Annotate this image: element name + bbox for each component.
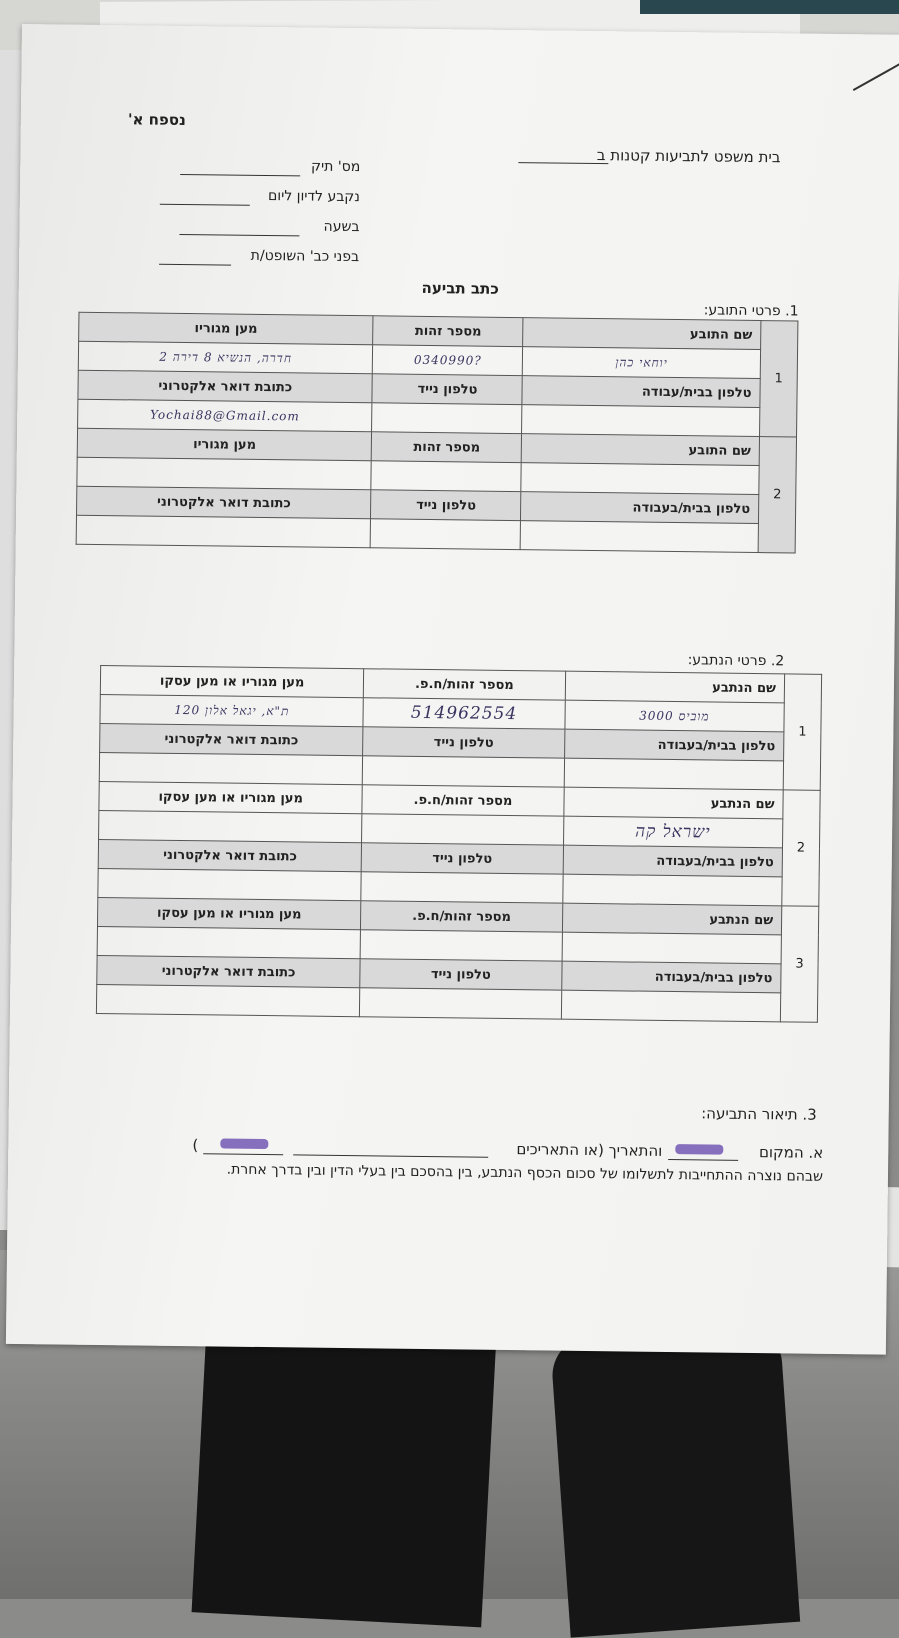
file-no-label: מס' תיק	[311, 158, 361, 176]
plaintiff2-mobile-value	[371, 519, 521, 550]
date-blank-2	[203, 1153, 283, 1155]
plaintiff-email-value: Yochai88@Gmail.com	[150, 407, 300, 423]
defendant1-id-value: 514962554	[410, 702, 518, 725]
background-blue-object	[640, 0, 899, 14]
header-defendant-id: מספר זהות/ח.פ.	[362, 785, 564, 816]
header-plaintiff-mobile: טלפון נייד	[371, 490, 521, 521]
defendant3-id-value	[360, 930, 562, 961]
defendant3-name-value	[562, 932, 782, 964]
place-label: א. המקום	[758, 1143, 824, 1162]
header-defendant-id: מספר זהות/ח.פ.	[364, 669, 566, 700]
header-defendant-mobile: טלפון נייד	[360, 959, 562, 990]
header-defendant-home-phone: טלפון בבית/בעבודה	[564, 729, 784, 761]
court-line-label: בית משפט לתביעות קטנות ב	[596, 146, 781, 167]
section3-heading: 3. תיאור התביעה:	[701, 1104, 817, 1124]
plaintiff-row-number: 2	[758, 437, 796, 553]
hearing-day-label: נקבע לדיון ליום	[267, 188, 361, 206]
form-page	[6, 24, 899, 1355]
appendix-label: נספח א'	[127, 110, 186, 130]
close-paren: )	[192, 1136, 199, 1155]
header-defendant-home-phone: טלפון בבית/בעבודה	[561, 961, 781, 993]
file-no-blank	[180, 174, 300, 176]
plaintiff-home-phone-value	[522, 405, 760, 437]
header-defendant-mobile: טלפון נייד	[363, 727, 565, 758]
header-defendant-name: שם הנתבע	[563, 787, 783, 819]
defendant-table	[96, 665, 822, 1023]
header-defendant-address: מען מגוריו או מען עסקו	[97, 897, 361, 929]
date-label: והתאריך (או התאריכים	[516, 1140, 663, 1160]
header-plaintiff-name: שם התובע	[522, 434, 760, 466]
header-defendant-address: מען מגוריו או מען עסקו	[100, 666, 364, 698]
plaintiff-row-number: 1	[760, 321, 798, 437]
header-defendant-name: שם הנתבע	[562, 903, 782, 935]
hearing-day-blank	[160, 204, 250, 206]
plaintiff2-name-value	[521, 463, 759, 495]
plaintiff2-id-value	[371, 461, 521, 492]
hour-label: בשעה	[323, 218, 360, 236]
defendant1-name-value: מוביס 3000	[639, 708, 710, 723]
plaintiff-address-value: חדרה, הנשיא 8 דירה 2	[159, 349, 293, 365]
court-line-blank	[518, 162, 608, 164]
date-blank	[293, 1154, 488, 1157]
header-defendant-email: כתובת דואר אלקטרוני	[98, 839, 362, 871]
section1-heading: 1. פרטי התובע:	[703, 302, 799, 320]
date-scribble	[220, 1139, 268, 1150]
leg-right	[550, 1322, 800, 1637]
header-defendant-id: מספר זהות/ח.פ.	[361, 901, 563, 932]
header-defendant-email: כתובת דואר אלקטרוני	[100, 724, 364, 756]
header-plaintiff-home-phone: טלפון בבית/עבודה	[522, 376, 760, 408]
header-plaintiff-name: שם התובע	[523, 318, 761, 350]
defendant2-address-value	[99, 810, 363, 842]
judge-blank	[159, 264, 231, 266]
header-plaintiff-email: כתובת דואר אלקטרוני	[78, 370, 373, 403]
plaintiff-name-value: יוחאי כהן	[615, 354, 668, 370]
defendant-row-number: 3	[780, 906, 818, 1022]
hour-blank	[179, 234, 299, 236]
header-plaintiff-address: מען מגוריו	[77, 428, 372, 461]
header-plaintiff-id: מספר זהות	[372, 432, 522, 463]
place-scribble	[675, 1144, 723, 1155]
header-plaintiff-id: מספר זהות	[373, 316, 523, 347]
form-title: כתב תביעה	[421, 278, 499, 298]
judge-label: בפני כב' השופט/ת	[250, 247, 360, 266]
header-defendant-address: מען מגוריו או מען עסקו	[99, 782, 363, 814]
section3-body: שבהם נוצרה ההתחייבות לתשלומו של סכום הכסף הנתבע, בין בהסכם בין בעלי הדין ובין בדרך אחרת.	[226, 1161, 824, 1185]
header-defendant-email: כתובת דואר אלקטרוני	[97, 955, 361, 987]
plaintiff2-email-value	[76, 515, 371, 548]
plaintiff2-home-phone-value	[520, 521, 758, 553]
defendant-row-number: 2	[782, 790, 820, 906]
defendant1-address-value: ת"א, יגאל אלון 120	[174, 702, 290, 718]
header-defendant-mobile: טלפון נייד	[361, 843, 563, 874]
header-plaintiff-home-phone: טלפון בבית/בעבודה	[521, 492, 759, 524]
section2-heading: 2. פרטי הנתבע:	[687, 652, 785, 670]
header-plaintiff-mobile: טלפון נייד	[372, 374, 522, 405]
header-defendant-name: שם הנתבע	[565, 671, 785, 703]
defendant2-name-value: ישראל קה	[635, 821, 711, 843]
defendant3-address-value	[97, 926, 361, 958]
header-defendant-home-phone: טלפון בבית/בעבודה	[563, 845, 783, 877]
plaintiff2-address-value	[77, 457, 372, 490]
defendant-row-number: 1	[783, 674, 821, 790]
place-blank	[668, 1159, 738, 1161]
plaintiff-table	[76, 312, 799, 554]
plaintiff-id-value: ?0340990‏	[413, 352, 482, 368]
defendant2-id-value	[362, 814, 564, 845]
header-plaintiff-email: כתובת דואר אלקטרוני	[77, 486, 372, 519]
header-plaintiff-address: מען מגוריו	[79, 312, 374, 345]
plaintiff-mobile-value	[372, 403, 522, 434]
